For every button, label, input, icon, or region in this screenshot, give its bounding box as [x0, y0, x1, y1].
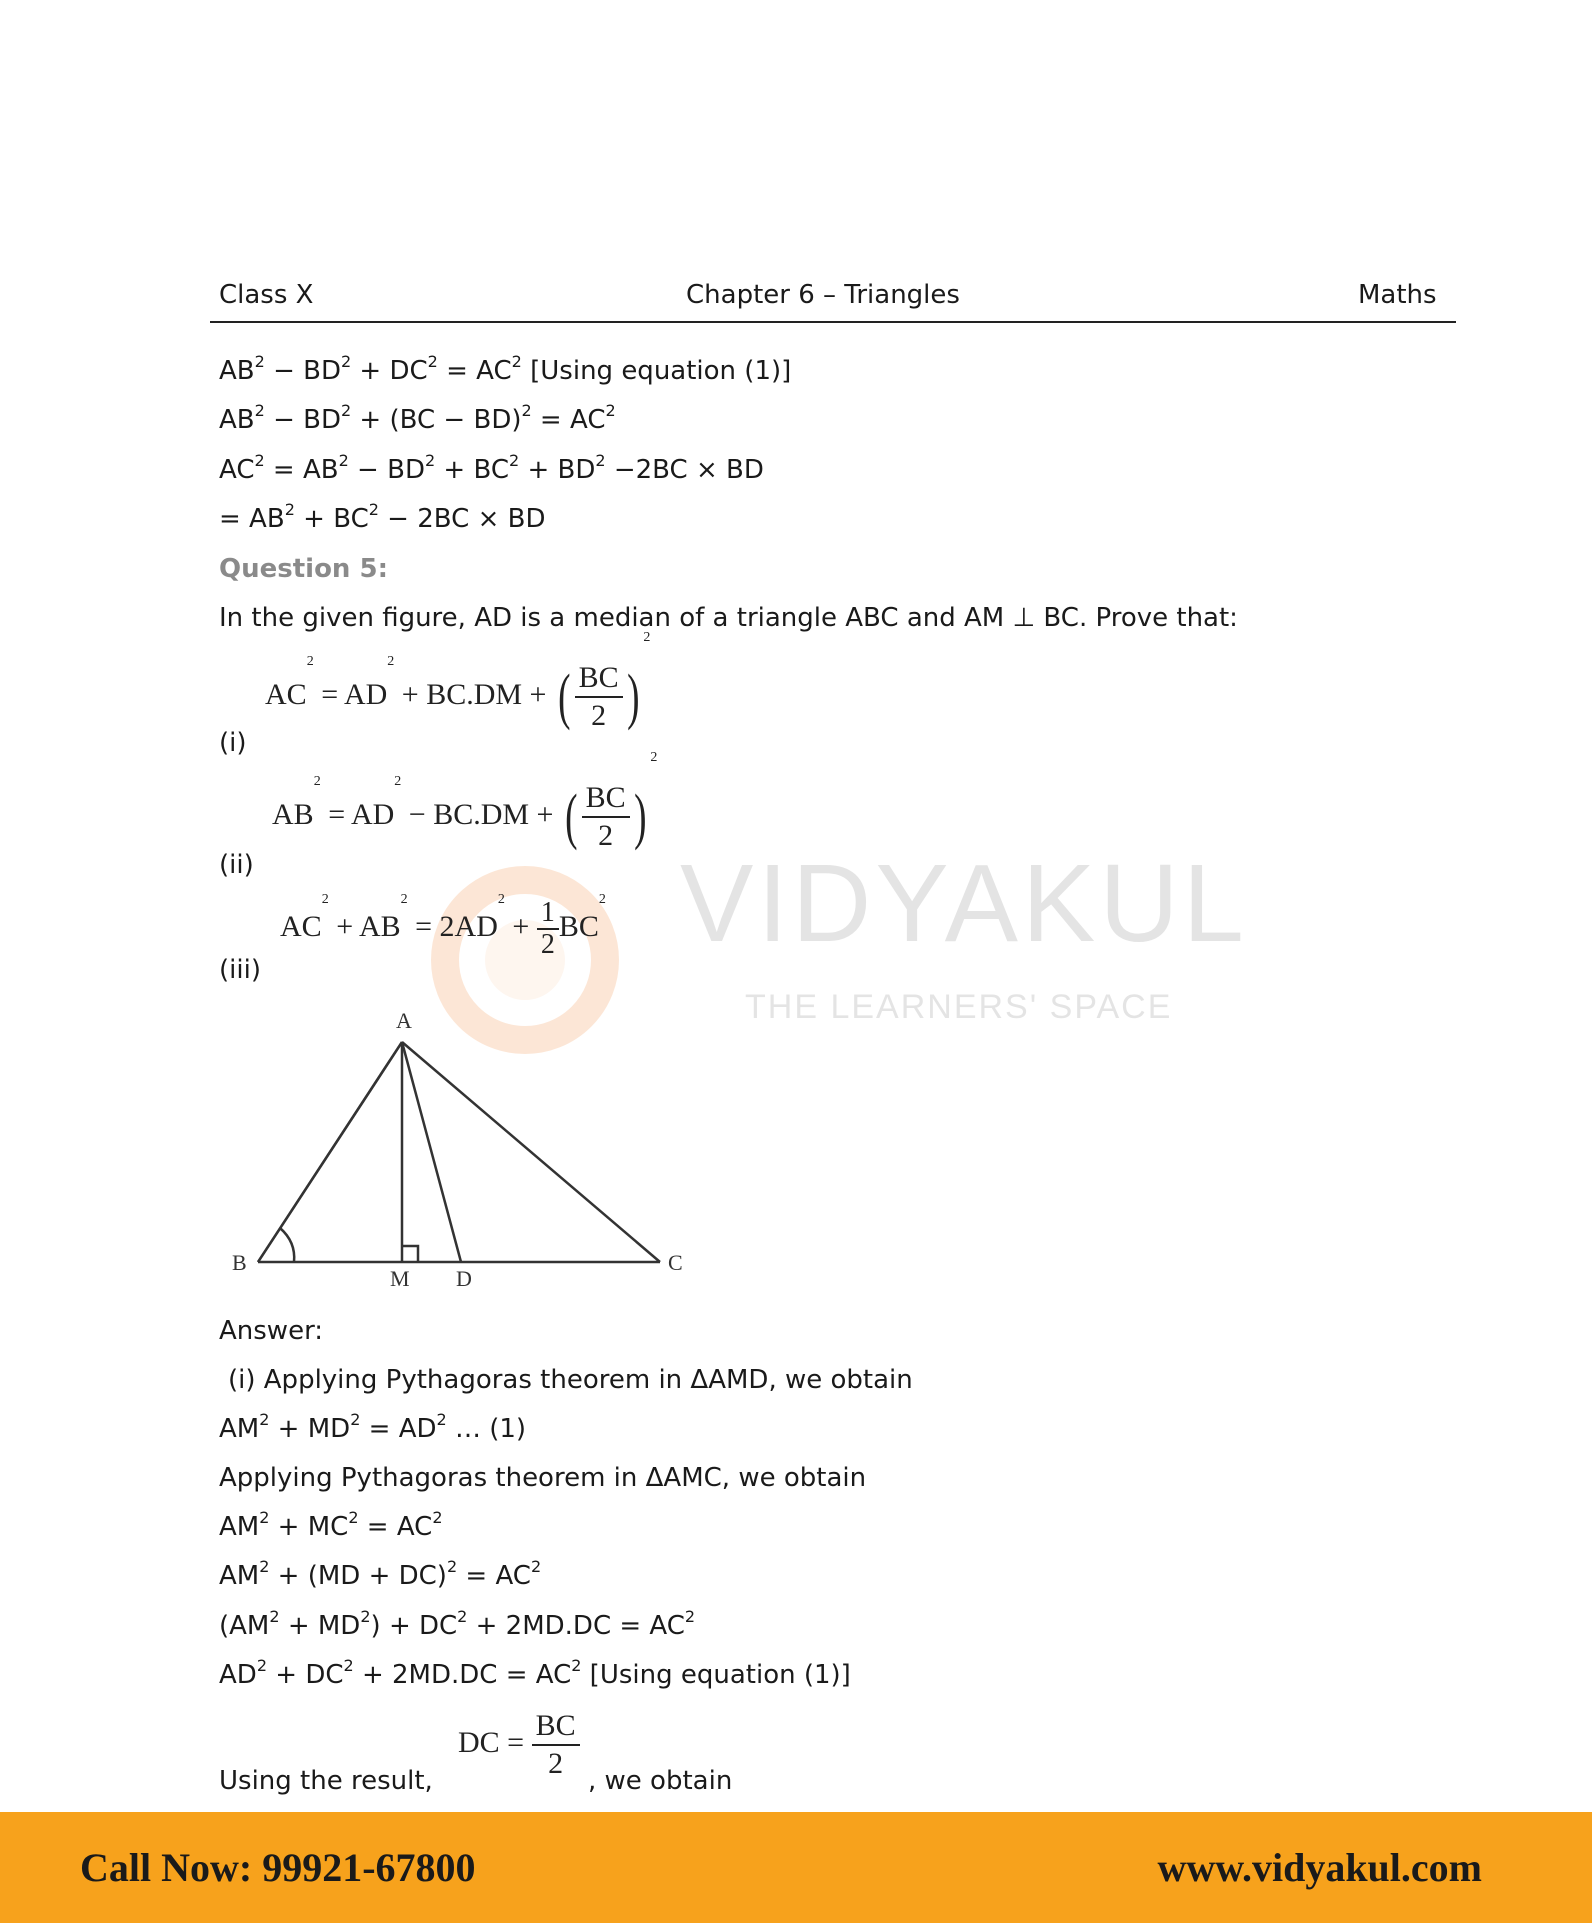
vertex-C: C [668, 1250, 683, 1275]
answer-label: Answer: [219, 1316, 324, 1346]
vertex-B: B [232, 1250, 247, 1275]
vertex-M: M [390, 1266, 410, 1291]
formula-i: $AC^2 = AD^2 + BC.DM$ + ( $\frac{BC}{2}$ )$^2$ [265, 630, 651, 732]
vertex-A: A [396, 1008, 412, 1033]
eq-line-4: = $AB^2 + BC^2 - 2BC$ × BD [219, 500, 546, 534]
side-AC [402, 1042, 660, 1262]
footer-bar [0, 1812, 1592, 1923]
question-label: Question 5: [219, 554, 388, 584]
answer-line-8-suffix: , we obtain [588, 1766, 733, 1796]
formula-ii: $AB^2 = AD^2 - BC.DM$ + ( $\frac{BC}{2}$ )$^2$ [272, 750, 658, 852]
header-subject: Maths [1358, 280, 1437, 310]
header-divider [210, 321, 1456, 323]
watermark-title: VIDYAKUL [680, 842, 1248, 965]
formula-dc: DC = $\frac{BC}{2}$ [458, 1708, 580, 1782]
vertex-D: D [456, 1266, 472, 1291]
answer-line-2: $AM^2 + MD^2 = AD^2$ … (1) [219, 1410, 527, 1444]
eq-line-3: $AC^2 = AB^2 - BD^2 + BC^2 + BD^2 -2BC$ × BD [219, 451, 764, 485]
triangle-figure [220, 1000, 700, 1300]
watermark-subtitle: THE LEARNERS' SPACE [745, 988, 1173, 1026]
footer-call[interactable]: Call Now: 99921-67800 [80, 1845, 476, 1890]
eq-line-2: $AB^2 - BD^2 + (BC - BD)^2 = AC^2$ [219, 401, 616, 435]
answer-line-5: $AM^2 + (MD + DC)^2 = AC^2$ [219, 1557, 542, 1591]
footer-website-link[interactable]: www.vidyakul.com [1157, 1845, 1482, 1890]
angle-arc-B [280, 1228, 294, 1262]
answer-line-4: $AM^2 + MC^2 = AC^2$ [219, 1508, 443, 1542]
question-text: In the given figure, AD is a median of a triangle ABC and AM ⊥ BC. Prove that: [219, 603, 1238, 633]
answer-line-7: $AD^2 + DC^2 + 2MD.DC = AC^2$ [Using equation (1)] [219, 1656, 851, 1690]
header-chapter: Chapter 6 – Triangles [686, 280, 960, 310]
right-angle-mark [402, 1246, 418, 1262]
answer-line-8-prefix: Using the result, [219, 1766, 433, 1796]
formula-iii: $AC^2 + AB^2 = 2AD^2$ + $\frac{1}{2}$ $BC^2$ [280, 892, 606, 960]
answer-line-3: Applying Pythagoras theorem in ΔAMC, we obtain [219, 1463, 867, 1493]
item-i-label: (i) [219, 728, 247, 758]
answer-line-6: $(AM^2 + MD^2) + DC^2 + 2MD.DC = AC^2$ [219, 1607, 696, 1641]
header-class: Class X [219, 280, 314, 310]
answer-line-1: (i) Applying Pythagoras theorem in ΔAMD, we obtain [228, 1365, 913, 1395]
eq-line-1: $AB^2 - BD^2 + DC^2 = AC^2$ [Using equation (1)] [219, 352, 792, 386]
item-ii-label: (ii) [219, 850, 254, 880]
eq-line-1-note: [Using equation (1)] [530, 356, 792, 386]
item-iii-label: (iii) [219, 955, 261, 985]
median-AD [402, 1042, 461, 1262]
